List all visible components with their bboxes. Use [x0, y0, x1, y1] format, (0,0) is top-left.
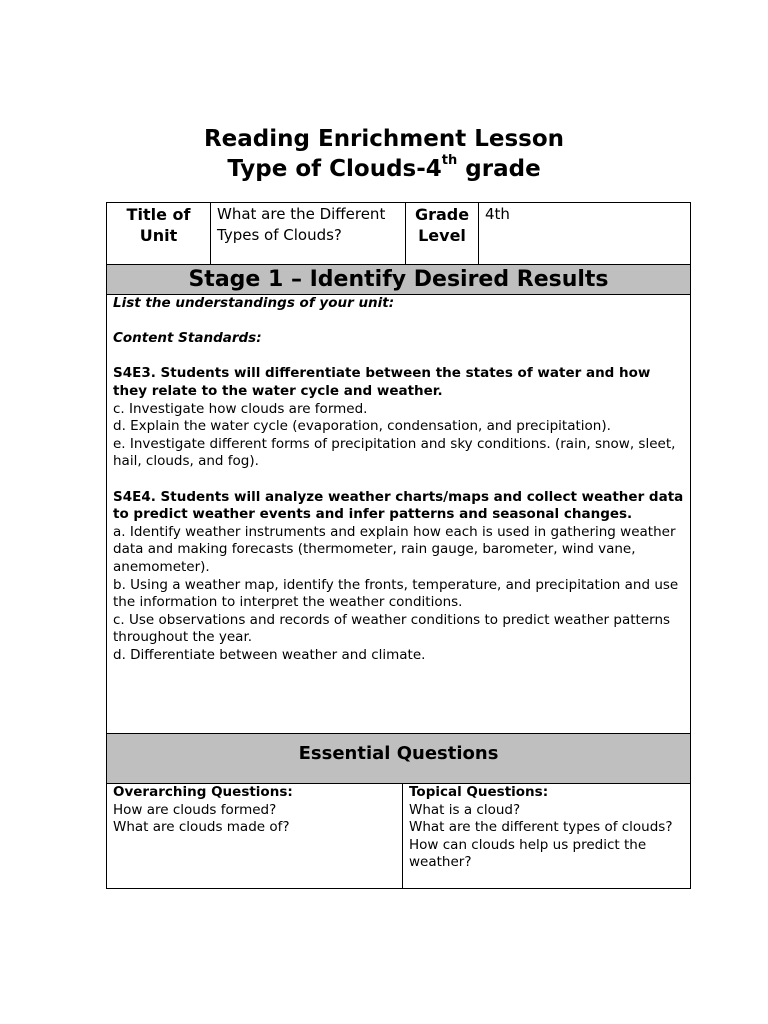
- title-of-unit-label: Title of Unit: [107, 203, 211, 264]
- title-line2-prefix: Type of Clouds-4: [227, 156, 442, 182]
- document-title-line1: Reading Enrichment Lesson: [203, 126, 565, 152]
- topical-question: What are the different types of clouds?: [409, 819, 673, 836]
- title-of-unit-value: What are the Different Types of Clouds?: [211, 203, 406, 264]
- stage-1-heading: Stage 1 – Identify Desired Results: [107, 265, 690, 295]
- standard-item: d. Differentiate between weather and climate.: [113, 646, 426, 663]
- standard-item: b. Using a weather map, identify the fronts, temperature, and precipitation and use the information to interpret the weather conditions.: [113, 576, 679, 611]
- document-title-line2: [0, 154, 768, 184]
- standard-item: c. Investigate how clouds are formed.: [113, 400, 368, 417]
- document-title: [0, 124, 768, 184]
- topical-question: What is a cloud?: [409, 801, 521, 818]
- overarching-question: How are clouds formed?: [113, 801, 277, 818]
- spacer: [113, 348, 684, 366]
- essential-questions-heading: Essential Questions: [107, 734, 690, 784]
- grade-level-label: Grade Level: [406, 203, 479, 264]
- overarching-questions-cell: [107, 784, 403, 888]
- title-line2-superscript: th: [441, 153, 458, 169]
- spacer: [113, 313, 684, 331]
- spacer: [113, 471, 684, 489]
- standard-s4e4-heading: S4E4. Students will analyze weather charts/maps and collect weather data to predict weather events and infer patterns and seasonal changes.: [113, 488, 684, 523]
- questions-row: [107, 784, 690, 888]
- overarching-questions-label: Overarching Questions:: [113, 784, 293, 800]
- title-line2-suffix: grade: [457, 156, 541, 182]
- grade-level-value: 4th: [485, 205, 510, 223]
- standard-item: d. Explain the water cycle (evaporation, condensation, and precipitation).: [113, 418, 611, 435]
- standard-s4e3-heading: S4E3. Students will differentiate between the states of water and how they relate to the water cycle and weather.: [113, 365, 651, 399]
- topical-questions-label: Topical Questions:: [409, 784, 549, 800]
- standard-item: e. Investigate different forms of precipitation and sky conditions. (rain, snow, sleet, hail, clouds, and fog).: [113, 435, 676, 470]
- overarching-question: What are clouds made of?: [113, 819, 290, 836]
- standard-item: c. Use observations and records of weather conditions to predict weather patterns throughout the year.: [113, 611, 671, 646]
- unit-header-row: [107, 203, 690, 265]
- understandings-prompt: List the understandings of your unit:: [113, 295, 395, 311]
- content-standards-label: Content Standards:: [113, 330, 262, 347]
- content-standards-cell: [107, 295, 690, 734]
- unit-plan-table: [106, 202, 691, 889]
- topical-question: How can clouds help us predict the weather?: [409, 836, 647, 871]
- standard-item: a. Identify weather instruments and explain how each is used in gathering weather data and making forecasts (thermometer, rain gauge, barometer, wind vane, anemometer).: [113, 523, 676, 575]
- topical-questions-cell: [403, 784, 690, 888]
